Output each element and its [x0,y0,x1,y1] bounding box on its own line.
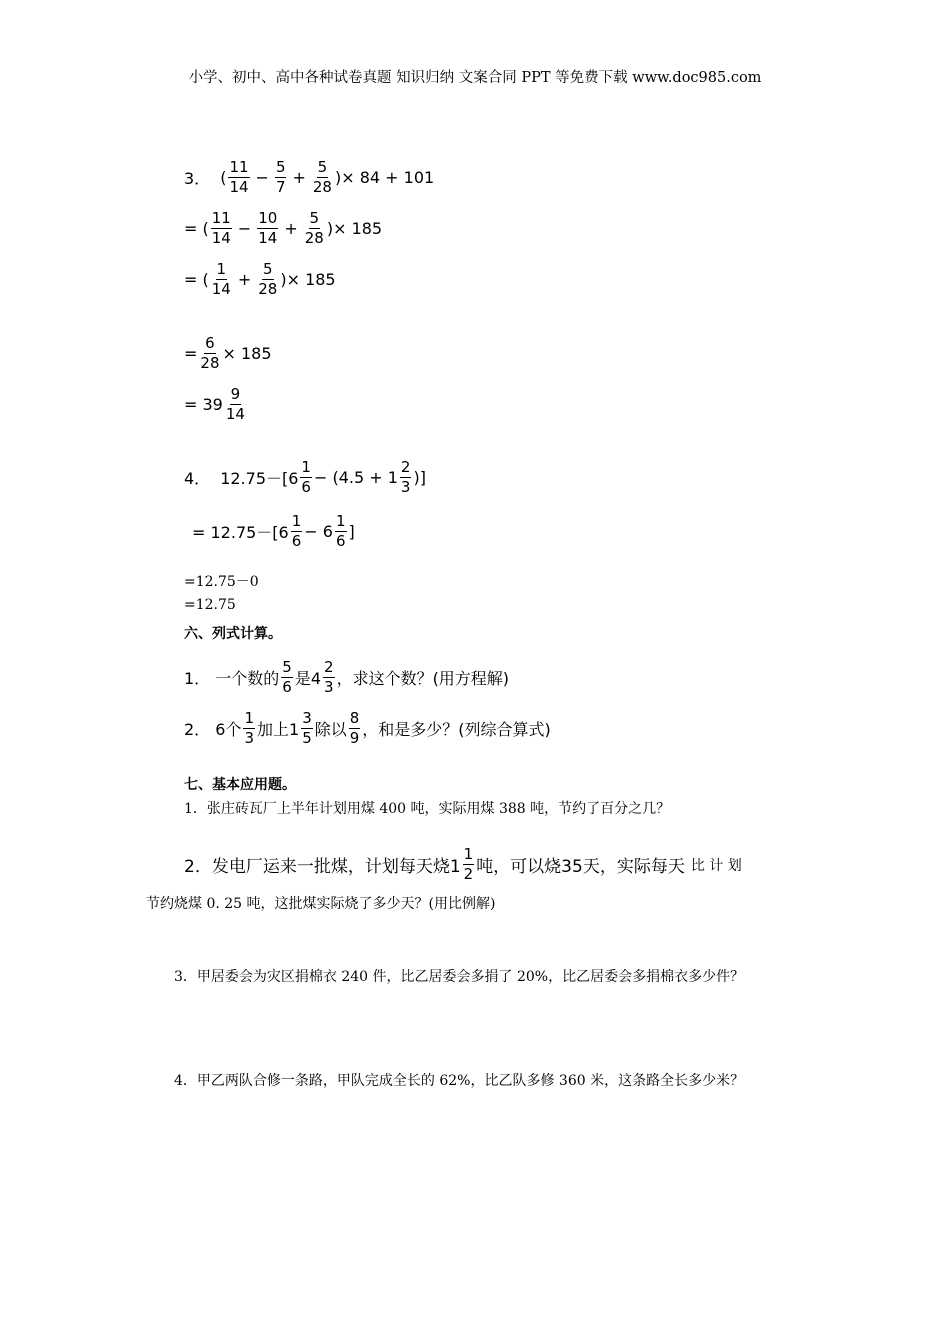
fraction: $\frac{1}{3}$ [244,709,254,747]
fraction: $\frac{1}{6}$ [335,512,346,550]
problem-number: 3． [184,169,211,188]
fraction: $\frac{5}{28}$ [304,209,324,247]
problem4-line2: = 12.75－[6 $\frac{1}{6}$ − 6 $\frac{1}{6}$ ] [192,512,355,550]
page-header: 小学、初中、高中各种试卷真题 知识归纳 文案合同 PPT 等免费下载 www.doc985.com [188,70,762,86]
fraction: $\frac{5}{6}$ [282,658,292,696]
fraction: $\frac{9}{14}$ [225,385,245,423]
fraction: $\frac{1}{6}$ [291,512,302,550]
problem3-line5: = 39 $\frac{9}{14}$ [184,385,245,423]
problem3-line2: = ( $\frac{11}{14}$ − $\frac{10}{14}$ + $\frac{5}{28}$ )× 185 [184,209,383,247]
fraction: $\frac{11}{14}$ [211,209,231,247]
fraction: $\frac{2}{3}$ [324,658,334,696]
fraction: $\frac{5}{28}$ [258,260,278,298]
problem-number: 4． [184,469,211,488]
fraction: $\frac{1}{6}$ [301,458,311,496]
fraction: $\frac{1}{14}$ [211,260,231,298]
problem4-line1: 4． 12.75－[6 $\frac{1}{6}$ − (4.5 + 1 $\frac{2}{3}$ )] [184,458,426,496]
fraction: $\frac{1}{2}$ [463,845,474,883]
section7-question-4: 4．甲乙两队合修一条路，甲队完成全长的 62%，比乙队多修 360 米，这条路全长多少米？ [174,1073,745,1089]
section7-question-3: 3．甲居委会为灾区捐棉衣 240 件，比乙居委会多捐了 20%，比乙居委会多捐棉衣多少件？ [174,969,745,985]
section6-question-1: 1． 一个数的 $\frac{5}{6}$ 是4 $\frac{2}{3}$ ，求这个数？(用方程解) [184,658,510,696]
section7-title: 七、基本应用题。 [184,777,296,793]
section7-question-2: 2．发电厂运来一批煤，计划每天烧1 $\frac{1}{2}$ 吨，可以烧35天，实际每天 比 计 划 [184,845,742,883]
problem4-line4: =12.75 [184,597,236,613]
problem3-line1: 3． ( $\frac{11}{14}$ − $\frac{5}{7}$ + $\frac{5}{28}$ )× 84 + 101 [184,158,435,196]
fraction: $\frac{3}{5}$ [302,709,312,747]
fraction: $\frac{11}{14}$ [229,158,249,196]
problem3-line3: = ( $\frac{1}{14}$ + $\frac{5}{28}$ )× 185 [184,260,336,298]
fraction: $\frac{6}{28}$ [200,334,220,372]
fraction: $\frac{5}{7}$ [275,158,286,196]
section6-question-2: 2． 6个 $\frac{1}{3}$ 加上1 $\frac{3}{5}$ 除以 $\frac{8}{9}$ ，和是多少？(列综合算式) [184,709,551,747]
section6-title: 六、列式计算。 [184,626,282,642]
fraction: $\frac{10}{14}$ [258,209,278,247]
section7-question-1: 1．张庄砖瓦厂上半年计划用煤 400 吨，实际用煤 388 吨，节约了百分之几？ [184,801,671,817]
problem4-line3: =12.75－0 [184,574,259,590]
problem3-line4: = $\frac{6}{28}$ × 185 [184,334,272,372]
fraction: $\frac{5}{28}$ [312,158,332,196]
fraction: $\frac{2}{3}$ [400,458,411,496]
fraction: $\frac{8}{9}$ [349,709,360,747]
section7-question-2-continued: 节约烧煤 0. 25 吨，这批煤实际烧了多少天？(用比例解) [146,896,496,912]
